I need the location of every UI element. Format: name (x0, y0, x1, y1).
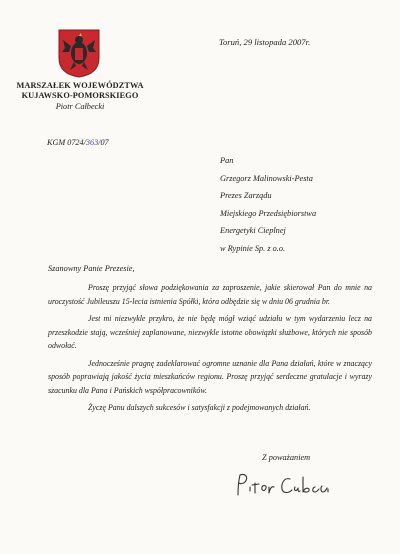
body-paragraph: Jednocześnie pragnę zadeklarować ogromne uznanie dla Pana działań, które w znaczący sposób poprawiają jakość życia mieszkańców regionu. Proszę przyjąć serdeczne gratulacje i wyrazy szacunku dla Pana i Pańskich współpracowników. (48, 358, 372, 395)
addressee-line: Prezes Zarządu (220, 191, 272, 200)
letter-date: Toruń, 29 listopada 2007r. (219, 37, 311, 47)
addressee-line: Energetyki Cieplnej (220, 226, 286, 235)
addressee-line: w Rypinie Sp. z o.o. (220, 243, 286, 253)
salutation: Szanowny Panie Prezesie, (48, 264, 135, 273)
reference-suffix: /07 (98, 138, 109, 147)
body-paragraph: Jest mi niezwykle przykro, że nie będę mógł wziąć udziału w tym wydarzeniu lecz na przeszkodzie stają, wcześniej zaplanowane, niezwykle istotne obowiązki służbowe, których nie sposób odwołać. (48, 314, 372, 350)
issuer-title-line1: MARSZAŁEK WOJEWÓDZTWA (16, 81, 144, 90)
addressee-line: Pan (220, 156, 234, 165)
addressee-line: Grzegorz Malinowski-Pesta (220, 173, 313, 183)
issuer-block (14, 81, 146, 112)
addressee-block (220, 152, 316, 257)
letter-body (48, 281, 372, 419)
issuer-name: Piotr Całbecki (55, 102, 105, 111)
body-paragraph: Proszę przyjąć słowa podziękowania za zaproszenie, jakie skierował Pan do mnie na uroczystość Jubileuszu 15-lecia istnienia Spółki, która odbędzie się w dniu 06 grudnia br. (48, 283, 372, 306)
reference-prefix: KGM 0724/ (47, 138, 86, 147)
issuer-title-line2: KUJAWSKO-POMORSKIEGO (21, 91, 139, 100)
reference-handwritten: 363 (85, 138, 99, 147)
addressee-line: Miejskiego Przedsiębiorstwa (220, 208, 317, 218)
body-paragraph: Życzę Panu dalszych sukcesów i satysfakcji z podejmowanych działań. (88, 403, 311, 412)
coat-of-arms-icon (57, 28, 101, 78)
handwritten-signature (232, 469, 342, 501)
closing-phrase: Z poważaniem (262, 453, 311, 462)
reference-number (47, 138, 109, 147)
